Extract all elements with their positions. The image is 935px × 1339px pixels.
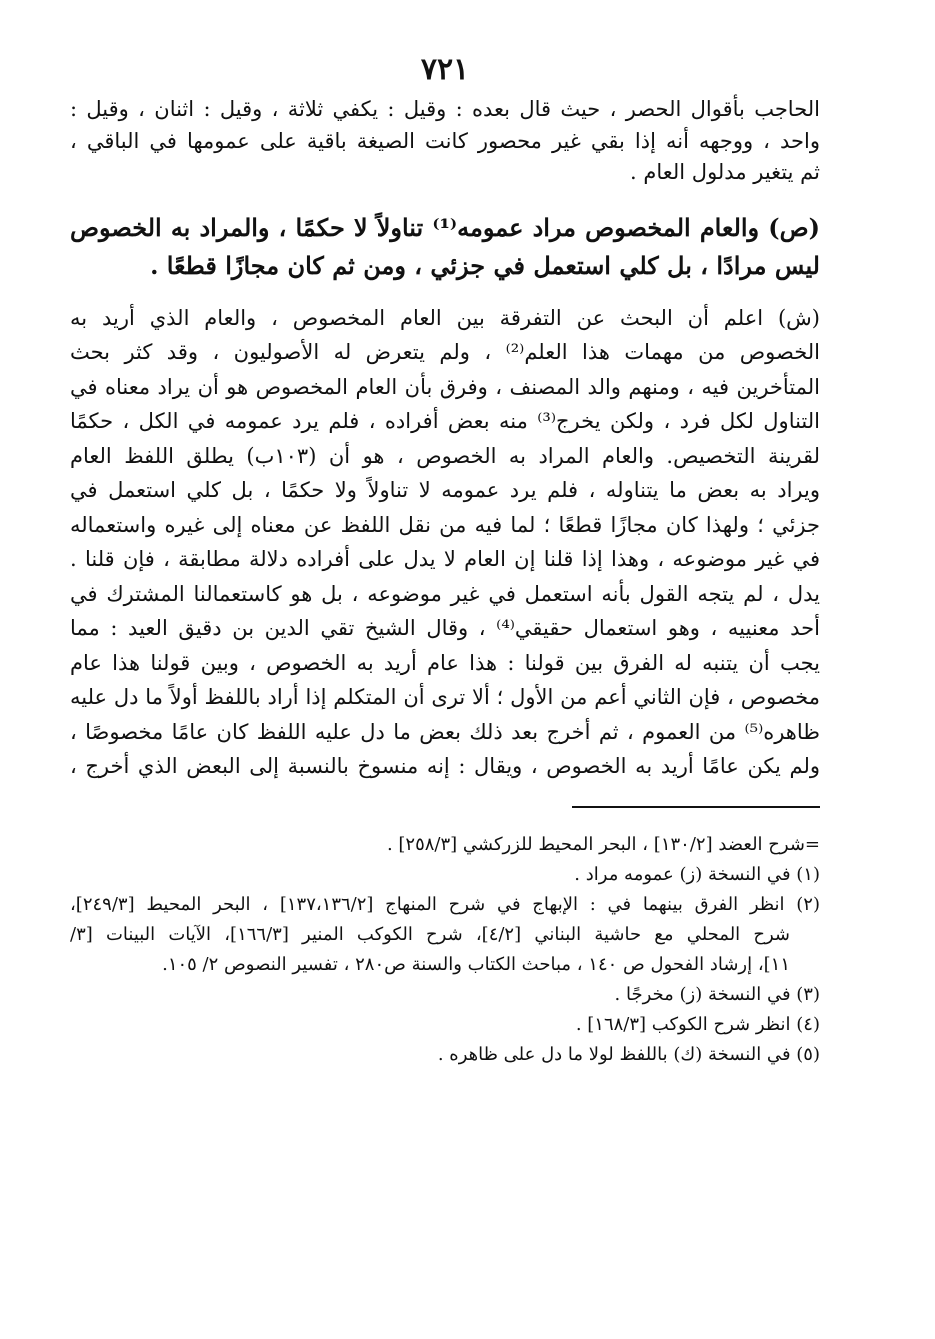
footnote-line: (٣) في النسخة (ز) مخرجًا . — [614, 983, 820, 1005]
paragraph-line: ظاهره⁽⁵⁾ من العموم ، ثم أخرج بعد ذلك بعض ما دل عليه اللفظ كان عامًا مخصوصًا ، — [70, 719, 820, 744]
footnote-4 — [70, 1010, 820, 1040]
book-page — [70, 50, 820, 1070]
paragraph-line: الحاجب بأقوال الحصر ، حيث قال بعده : وقيل : يكفي ثلاثة ، وقيل : اثنان ، وقيل : — [70, 97, 820, 121]
matn-text — [70, 209, 820, 285]
paragraph-line: المتأخرين فيه ، ومنهم والد المصنف ، وفرق بأن العام المخصوص هو أن يراد معناه في — [70, 374, 820, 399]
sharh-commentary — [70, 301, 820, 784]
paragraph-line: ويراد به بعض ما يتناوله ، فلم يرد عمومه لا تناولاً ولا حكمًا ، بل كلي استعمل في — [70, 478, 820, 502]
paragraph-line: مخصوص ، فإن الثاني أعم من الأول ؛ ألا ترى أن المتكلم إذا أراد باللفظ أولاً ما دل عليه — [70, 685, 820, 709]
matn-line: ليس مرادًا ، بل كلي استعمل في جزئي ، ومن ثم كان مجازًا قطعًا . — [150, 250, 820, 280]
paragraph-line: واحد ، ووجهه أنه إذا بقي غير محصور كانت الصيغة باقية على عمومها في الباقي ، — [70, 128, 820, 153]
paragraph-line: يدل ، لم يتجه القول بأنه استعمل في غير موضوعه ، بل هو كاستعمالنا المشترك في — [70, 581, 820, 606]
footnote-3 — [70, 980, 820, 1010]
footnote-line: شرح المحلي مع حاشية البناني [٤/٢]، شرح الكوكب المنير [١٦٦/٣]، الآيات البينات [٣/ — [70, 923, 790, 945]
footnote-line: (٤) انظر شرح الكوكب [١٦٨/٣] . — [575, 1013, 820, 1035]
footnote-line: (٢) انظر الفرق بينهما في : الإبهاج في شرح المنهاج [١٣٧،١٣٦/٢] ، البحر المحيط [٢٤٩/٣]، — [70, 893, 820, 915]
footnote-continuation — [70, 830, 820, 860]
paragraph-line: يجب أن يتنبه له الفرق بين قولنا : هذا عام أريد به الخصوص ، وبين قولنا هذا عام — [70, 650, 820, 675]
paragraph-line: التناول لكل فرد ، ولكن يخرج⁽³⁾ منه بعض أفراده ، فلم يرد عمومه في الكل ، حكمًا — [70, 409, 820, 433]
paragraph-line: جزئي ؛ ولهذا كان مجازًا قطعًا ؛ لما فيه من نقل اللفظ عن معناه إلى غيره واستعماله — [70, 512, 820, 537]
footnote-line: ١١]، إرشاد الفحول ص ١٤٠ ، مباحث الكتاب والسنة ص٢٨٠ ، تفسير النصوص ٢/ ١٠٥. — [162, 953, 790, 975]
page-number: ٧٢١ — [420, 52, 470, 87]
paragraph-line: الخصوص من مهمات هذا العلم⁽²⁾ ، ولم يتعرض له الأصوليون ، وقد كثر بحث — [70, 340, 820, 364]
previous-commentary — [70, 94, 820, 189]
matn-line: (ص) والعام المخصوص مراد عمومه⁽¹⁾ تناولاً لا حكمًا ، والمراد به الخصوص — [70, 212, 820, 242]
footnote-line: (٥) في النسخة (ك) باللفظ لولا ما دل على ظاهره . — [437, 1043, 820, 1065]
paragraph-line: (ش) اعلم أن البحث عن التفرقة بين العام المخصوص ، والعام الذي أريد به — [70, 305, 820, 330]
paragraph-line: في غير موضوعه ، وهذا إذا قلنا إن العام لا يدل على أفراده دلالة مطابقة ، فإن قلنا . — [70, 547, 820, 571]
footnote-5 — [70, 1040, 820, 1070]
paragraph-line: ثم يتغير مدلول العام . — [630, 160, 820, 184]
footnote-2 — [70, 890, 820, 980]
footnotes — [70, 830, 820, 1070]
footnote-line: =شرح العضد [١٣٠/٢] ، البحر المحيط للزركشي [٢٥٨/٣] . — [386, 833, 820, 855]
paragraph-line: لقرينة التخصيص. والعام المراد به الخصوص ، هو أن (١٠٣ب) يطلق اللفظ العام — [70, 443, 820, 468]
footnote-line: (١) في النسخة (ز) عمومه مراد . — [574, 863, 820, 885]
paragraph-line: ولم يكن عامًا أريد به الخصوص ، ويقال : إنه منسوخ بالنسبة إلى البعض الذي أخرج ، — [70, 754, 820, 778]
footnote-1 — [70, 860, 820, 890]
paragraph-line: أحد معنييه ، وهو استعمال حقيقي⁽⁴⁾ ، وقال الشيخ تقي الدين بن دقيق العيد : مما — [70, 616, 820, 640]
footnote-divider — [572, 806, 820, 808]
